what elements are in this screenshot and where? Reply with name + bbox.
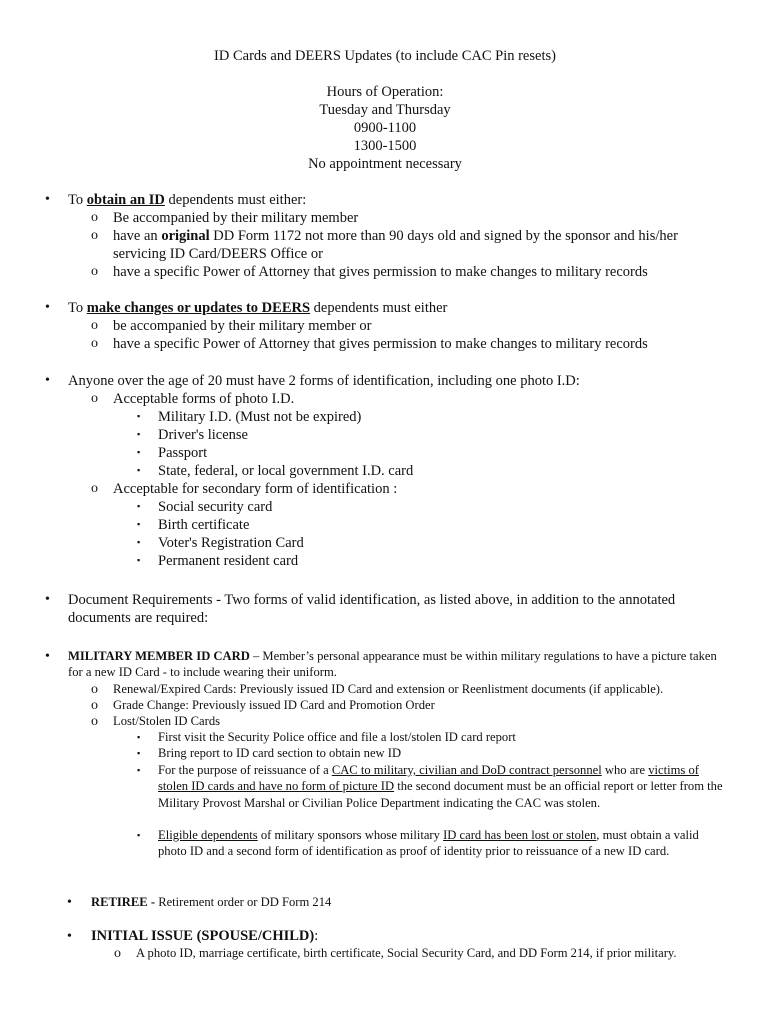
section1-emph: obtain an ID xyxy=(86,192,165,208)
secondary-id-item: Birth certificate xyxy=(158,517,250,533)
bullet-square: ▪ xyxy=(137,519,141,529)
bullet-disc: • xyxy=(67,895,72,910)
photo-id-item: Driver's license xyxy=(158,427,248,443)
document-requirements: Document Requirements - Two forms of valid identification, as listed above, in addition to the annotated documents are required: xyxy=(68,592,676,626)
section1-sub-2 xyxy=(113,227,713,263)
section1-text xyxy=(68,191,306,209)
bullet-circle: o xyxy=(91,714,98,729)
lost-step-3-pre: For the purpose of reissuance of a xyxy=(158,763,332,777)
section1-pre: To xyxy=(68,192,87,208)
bullet-disc: • xyxy=(45,300,50,315)
lost-step-4-underline-2: ID card has been lost or stolen xyxy=(443,828,597,842)
retiree-item xyxy=(91,894,331,910)
lost-step-1: First visit the Security Police office and file a lost/stolen ID card report xyxy=(158,730,516,744)
bullet-circle: o xyxy=(91,210,98,225)
bullet-disc: • xyxy=(67,929,72,944)
bullet-circle: o xyxy=(91,391,98,406)
hours-time-1: 0900-1100 xyxy=(353,120,417,136)
secondary-id-item: Social security card xyxy=(158,499,273,515)
bullet-square: ▪ xyxy=(137,465,141,475)
initial-issue-colon: : xyxy=(314,928,319,944)
lost-step-3-mid: who are xyxy=(601,763,649,777)
initial-issue-bold: INITIAL ISSUE (SPOUSE/CHILD) xyxy=(91,928,315,944)
bullet-square: ▪ xyxy=(137,429,141,439)
section2-post: dependents must either xyxy=(310,300,448,316)
photo-id-item: Military I.D. (Must not be expired) xyxy=(158,409,362,425)
bullet-disc: • xyxy=(45,192,50,207)
appointment-note: No appointment necessary xyxy=(308,156,462,172)
photo-id-item: State, federal, or local government I.D. card xyxy=(158,463,414,479)
bullet-circle: o xyxy=(91,336,98,351)
bullet-circle: o xyxy=(91,481,98,496)
section2-pre: To xyxy=(68,300,87,316)
lost-step-3-post: the second document must be an official report or letter from the Military Provost Marshal or Civilian Police Department indicating the CAC was stolen. xyxy=(158,779,723,810)
retiree-heading: RETIREE - xyxy=(91,895,159,909)
hours-heading: Hours of Operation: xyxy=(326,84,444,100)
section2-sub-1: be accompanied by their military member or xyxy=(113,318,372,334)
bullet-circle: o xyxy=(114,946,121,961)
bullet-disc: • xyxy=(45,592,50,607)
bullet-square: ▪ xyxy=(137,765,141,775)
section1-sub-2-post: DD Form 1172 not more than 90 days old and signed by the sponsor and his/her servicing ID Card/DEERS Office or xyxy=(113,228,678,262)
military-member-heading: MILITARY MEMBER ID CARD xyxy=(68,649,250,663)
bullet-square: ▪ xyxy=(137,501,141,511)
bullet-square: ▪ xyxy=(137,537,141,547)
lost-step-4-mid: of military sponsors whose military xyxy=(257,828,444,842)
military-sub-renewal: Renewal/Expired Cards: Previously issued ID Card and extension or Reenlistment documents (if applicable). xyxy=(113,682,664,696)
lost-step-3 xyxy=(158,762,723,811)
original-emphasis: original xyxy=(161,228,210,244)
bullet-square: ▪ xyxy=(137,555,141,565)
section2-emph: make changes or updates to DEERS xyxy=(86,300,311,316)
retiree-text: Retirement order or DD Form 214 xyxy=(158,895,332,909)
bullet-square: ▪ xyxy=(137,748,141,758)
photo-id-item: Passport xyxy=(158,445,208,461)
bullet-circle: o xyxy=(91,318,98,333)
section2-sub-2: have a specific Power of Attorney that gives permission to make changes to military records xyxy=(113,336,648,352)
secondary-id-item: Voter's Registration Card xyxy=(158,535,304,551)
initial-issue-heading xyxy=(91,927,318,945)
lost-step-4 xyxy=(158,827,728,860)
secondary-id-item: Permanent resident card xyxy=(158,553,299,569)
document-title: ID Cards and DEERS Updates (to include CAC Pin resets) xyxy=(214,48,556,64)
photo-id-heading: Acceptable forms of photo I.D. xyxy=(113,391,295,407)
bullet-circle: o xyxy=(91,682,98,697)
section1-sub-2-pre: have an xyxy=(113,228,162,244)
initial-issue-sub: A photo ID, marriage certificate, birth certificate, Social Security Card, and DD Form 214, if prior military. xyxy=(136,946,677,960)
section1-sub-3: have a specific Power of Attorney that gives permission to make changes to military records xyxy=(113,264,648,280)
bullet-disc: • xyxy=(45,649,50,664)
lost-step-3-underline-2: victims of stolen ID cards and have no form of picture ID xyxy=(158,763,699,794)
bullet-circle: o xyxy=(91,698,98,713)
bullet-square: ▪ xyxy=(137,411,141,421)
military-member-id-card xyxy=(68,648,718,681)
bullet-square: ▪ xyxy=(137,447,141,457)
section2-text xyxy=(68,299,447,317)
section1-sub-1: Be accompanied by their military member xyxy=(113,210,359,226)
lost-step-4-post: , must obtain a valid photo ID and a second form of identification as proof of identity prior to reissuance of a new ID card. xyxy=(158,828,699,859)
bullet-circle: o xyxy=(91,264,98,279)
hours-time-2: 1300-1500 xyxy=(353,138,417,154)
military-member-text: – Member’s personal appearance must be within military regulations to have a picture taken for a new ID Card - to include wearing their uniform. xyxy=(68,649,717,680)
section1-post: dependents must either: xyxy=(164,192,307,208)
military-sub-grade-change: Grade Change: Previously issued ID Card and Promotion Order xyxy=(113,698,435,712)
section3-text: Anyone over the age of 20 must have 2 forms of identification, including one photo I.D: xyxy=(68,373,580,389)
lost-step-4-underline-1: Eligible dependents xyxy=(158,828,258,842)
bullet-square: ▪ xyxy=(137,732,141,742)
hours-days: Tuesday and Thursday xyxy=(319,102,451,118)
lost-step-3-underline-1: CAC to military, civilian and DoD contract personnel xyxy=(331,763,602,777)
military-sub-lost-stolen: Lost/Stolen ID Cards xyxy=(113,714,221,728)
lost-step-2: Bring report to ID card section to obtain new ID xyxy=(158,746,402,760)
bullet-circle: o xyxy=(91,228,98,243)
secondary-id-heading: Acceptable for secondary form of identification : xyxy=(113,481,398,497)
bullet-disc: • xyxy=(45,373,50,388)
bullet-square: ▪ xyxy=(137,830,141,840)
